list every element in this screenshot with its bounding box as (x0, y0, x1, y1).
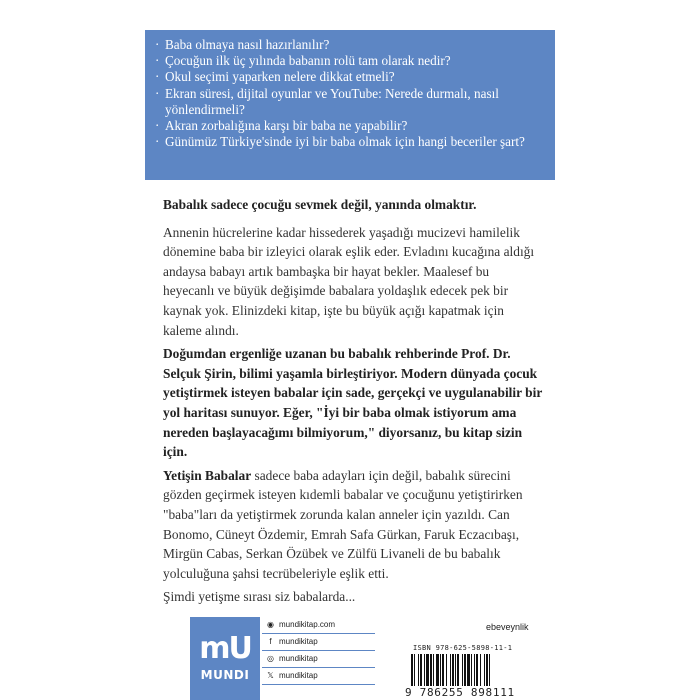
barcode-bar (452, 654, 454, 686)
question-item: · Baba olmaya nasıl hazırlanılır? (155, 37, 547, 53)
instagram-icon: ◎ (267, 654, 274, 663)
barcode-bar (474, 654, 475, 686)
barcode-bar (442, 654, 444, 686)
logo-wordmark: MUNDI (200, 668, 250, 682)
barcode-bar (455, 654, 456, 686)
contact-website (262, 617, 375, 634)
barcode-digits: 9 786255 898111 (405, 686, 515, 699)
barcode-bar (424, 654, 425, 686)
question-item: · Okul seçimi yaparken nelere dikkat etmeli? (155, 69, 547, 85)
question-item: · Günümüz Türkiye'sinde iyi bir baba olmak için hangi beceriler şart? (155, 134, 547, 150)
barcode-bar (430, 654, 432, 686)
barcode-bar (433, 654, 434, 686)
contact-list (262, 617, 375, 685)
closing-line: Şimdi yetişme sırası siz babalarda... (163, 589, 356, 605)
logo-mark: mU (199, 631, 251, 666)
question-item: · Ekran süresi, dijital oyunlar ve YouTube: Nerede durmalı, nasıl yönlendirmeli? (155, 86, 547, 118)
barcode-bar (489, 654, 490, 686)
barcode-bar (440, 654, 441, 686)
paragraph-author: Doğumdan ergenliğe uzanan bu babalık rehberinde Prof. Dr. Selçuk Şirin, bilimi yaşamla birleştiriyor. Modern dünyada çocuk yetiştirmek isteyen babalar için sade, gerçekçi ve uygulanabilir bir yol haritası sunuyor. Eğer, "İyi bir baba olmak istiyorum ama nereden başlayacağımı bilmiyorum," diyorsanız, bu kitap sizin için. (163, 346, 543, 460)
question-item: · Akran zorbalığına karşı bir baba ne yapabilir? (155, 118, 547, 134)
book-title: Yetişin Babalar (163, 467, 252, 483)
barcode-bar (450, 654, 451, 686)
barcode-bar (436, 654, 439, 686)
publisher-logo (190, 617, 260, 700)
facebook-icon: f (269, 637, 272, 646)
barcode-bar (420, 654, 422, 686)
barcode-bar (480, 654, 481, 686)
contact-instagram-text: mundikitap (279, 654, 318, 663)
category-label: ebeveynlik (486, 622, 529, 632)
contact-x (262, 668, 375, 685)
questions-box (145, 30, 555, 180)
question-item: · Çocuğun ilk üç yılında babanın rolü tam olarak nedir? (155, 53, 547, 69)
blurb-text (163, 195, 543, 611)
barcode-bar (471, 654, 472, 686)
barcode-bar (484, 654, 485, 686)
barcode-bar (486, 654, 488, 686)
paragraph-audience-text: sadece baba adayları için değil, babalık sürecini gözden geçirmek isteyen kıdemli babalar ve çocuğunu yetiştirirken "baba"ları da yetiştirmek zorunda kalan anneler için yazıldı. Can Bonomo, Cüneyt Özdemir, Emrah Safa Gürkan, Faruk Eczacıbaşı, Mirgün Cabas, Serkan Özübek ve Zülfü Livaneli de bu babalık yolculuğuna şahsi tecrübeleriyle eşlik etti. (163, 467, 523, 581)
barcode-bar (411, 654, 413, 686)
contact-facebook-text: mundikitap (279, 637, 318, 646)
globe-icon: ◉ (267, 620, 274, 629)
paragraph-audience (163, 466, 543, 584)
contact-instagram (262, 651, 375, 668)
contact-x-text: mundikitap (279, 671, 318, 680)
x-icon: 𝕏 (267, 671, 274, 680)
barcode-bar (414, 654, 415, 686)
barcode-bar (464, 654, 466, 686)
barcode-bar (467, 654, 470, 686)
barcode-bar (457, 654, 459, 686)
contact-website-text: mundikitap.com (279, 620, 336, 629)
barcode-bar (446, 654, 447, 686)
barcode-bar (418, 654, 419, 686)
barcode-bar (426, 654, 429, 686)
barcode-bar (476, 654, 478, 686)
contact-facebook (262, 634, 375, 651)
lead-sentence: Babalık sadece çocuğu sevmek değil, yanında olmaktır. (163, 197, 477, 212)
barcode-bar (462, 654, 463, 686)
isbn-text: ISBN 978-625-5898-11-1 (413, 644, 513, 652)
paragraph-intro: Annenin hücrelerine kadar hissederek yaşadığı mucizevi hamilelik dönemine baba bir izleyici olarak eşlik eder. Evladını kucağına aldığı andaysa babayı artık bambaşka bir hayat bekler. Maalesef bu heyecanlı ve büyük değişimde babalara yoldaşlık edecek pek bir kaynak yok. Elinizdeki kitap, işte bu büyük açığı kapatmak için kaleme alındı. (163, 224, 535, 338)
